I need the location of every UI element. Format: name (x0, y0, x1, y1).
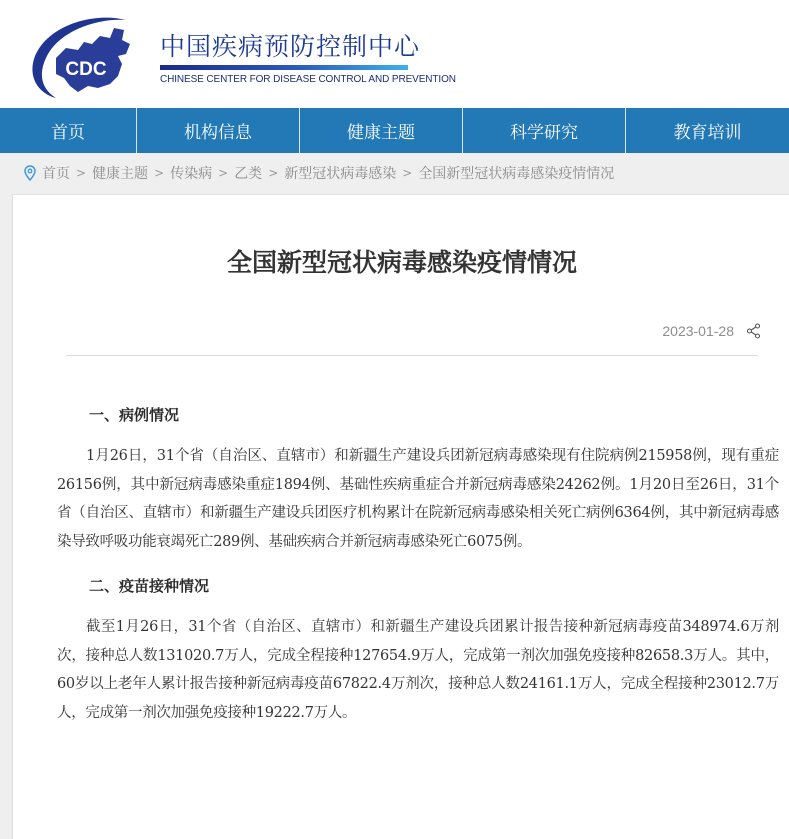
nav-item-research[interactable]: 科学研究 (463, 108, 626, 153)
article-panel (12, 194, 789, 839)
brand-underline (160, 65, 408, 70)
breadcrumb-separator: > (268, 166, 279, 180)
title-divider (66, 355, 758, 356)
breadcrumb-current: 全国新型冠状病毒感染疫情情况 (418, 166, 615, 182)
section-paragraph-vaccination: 截至1月26日，31个省（自治区、直辖市）和新疆生产建设兵团累计报告接种新冠病毒疫苗348974.6万剂次，接种总人数131020.7万人，完成全程接种127654.9万人，完成第一剂次加强免疫接种82658.3万人。其中，60岁以上老年人累计报告接种新冠病毒疫苗67822.4万剂次，接种总人数24161.1万人，完成全程接种23012.7万人，完成第一剂次加强免疫接种19222.7万人。 (57, 619, 779, 721)
publish-date: 2023-01-28 (662, 323, 734, 339)
section-paragraph-cases: 1月26日，31个省（自治区、直辖市）和新疆生产建设兵团新冠病毒感染现有住院病例215958例，现有重症26156例，其中新冠病毒感染重症1894例、基础性疾病重症合并新冠病毒感染24262例。1月20日至26日，31个省（自治区、直辖市）和新疆生产建设兵团医疗机构累计在院新冠病毒感染相关死亡病例6364例，其中新冠病毒感染导致呼吸功能衰竭死亡289例、基础疾病合并新冠病毒感染死亡6075例。 (57, 448, 779, 550)
article-meta (662, 323, 762, 339)
breadcrumb-separator: > (402, 166, 413, 180)
site-header (0, 0, 789, 108)
nav-item-about[interactable]: 机构信息 (137, 108, 300, 153)
section-heading-vaccination: 二、疫苗接种情况 (89, 577, 210, 595)
svg-text:CDC: CDC (65, 59, 107, 80)
nav-item-health-topics[interactable]: 健康主题 (300, 108, 463, 153)
breadcrumb-infectious-disease[interactable]: 传染病 (170, 166, 213, 182)
breadcrumb-separator: > (218, 166, 229, 180)
breadcrumb-separator: > (154, 166, 165, 180)
breadcrumb-separator: > (76, 166, 87, 180)
breadcrumb-health-topics[interactable]: 健康主题 (92, 166, 149, 182)
breadcrumb (0, 153, 789, 193)
nav-item-home[interactable]: 首页 (0, 108, 137, 153)
breadcrumb-covid[interactable]: 新型冠状病毒感染 (284, 166, 397, 182)
main-nav (0, 108, 789, 153)
cdc-logo-icon[interactable] (26, 14, 146, 104)
nav-item-education[interactable]: 教育培训 (673, 123, 742, 143)
org-name-en: CHINESE CENTER FOR DISEASE CONTROL AND PREVENTION (160, 74, 456, 85)
org-brand[interactable] (160, 32, 456, 85)
section-heading-cases: 一、病例情况 (89, 406, 180, 424)
location-pin-icon (24, 165, 36, 181)
article-body (57, 401, 779, 727)
breadcrumb-home[interactable]: 首页 (42, 166, 70, 182)
breadcrumb-class-b[interactable]: 乙类 (234, 166, 263, 182)
article-title: 全国新型冠状病毒感染疫情情况 (226, 248, 577, 277)
org-name-cn: 中国疾病预防控制中心 (160, 32, 421, 61)
share-icon[interactable] (746, 323, 762, 339)
